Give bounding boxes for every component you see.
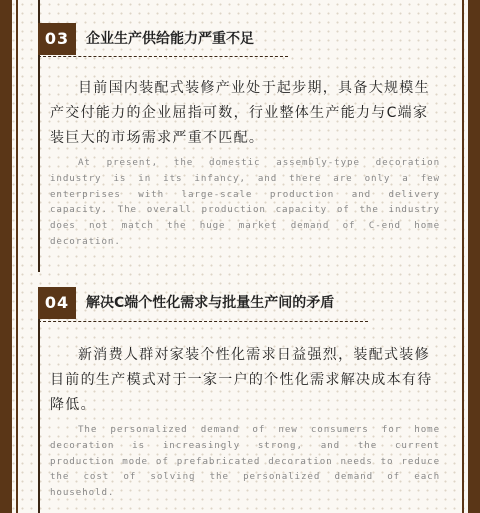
section-04-divider (38, 321, 368, 322)
section-04-body-english: The personalized demand of new consumers for home decoration is increasingly strong, and the current production mode of prefabricated decoration needs to reduce the cost of solving the personalized demand of each household. (50, 424, 440, 499)
section-03 (38, 0, 442, 275)
section-heading: 企业生产供给能力严重不足 (86, 31, 254, 47)
section-03-divider (38, 56, 288, 57)
section-number-badge: 04 (38, 287, 76, 319)
section-04-vertical-line (38, 319, 40, 513)
section-04 (38, 287, 442, 513)
section-04-header (38, 287, 442, 319)
section-04-body-chinese: 新消费人群对家装个性化需求日益强烈，装配式装修目前的生产模式对于一家一户的个性化需求解决成本有待降低。 (50, 347, 433, 413)
section-03-header (38, 23, 442, 55)
left-border (0, 0, 12, 513)
section-03-body-chinese: 目前国内装配式装修产业处于起步期，具备大规模生产交付能力的企业屈指可数，行业整体生产能力与C端家装巨大的市场需求严重不匹配。 (50, 80, 430, 146)
section-heading: 解决C端个性化需求与批量生产间的矛盾 (86, 295, 335, 311)
section-number-badge: 03 (38, 23, 76, 55)
section-03-body-english: At present, the domestic assembly-type decoration industry is in its infancy, and there are only a few enterprises with large-scale production and delivery capacity. The overall production capacity of the industry does not match the huge market demand of C-end home decoration. (50, 157, 440, 247)
right-border (468, 0, 480, 513)
